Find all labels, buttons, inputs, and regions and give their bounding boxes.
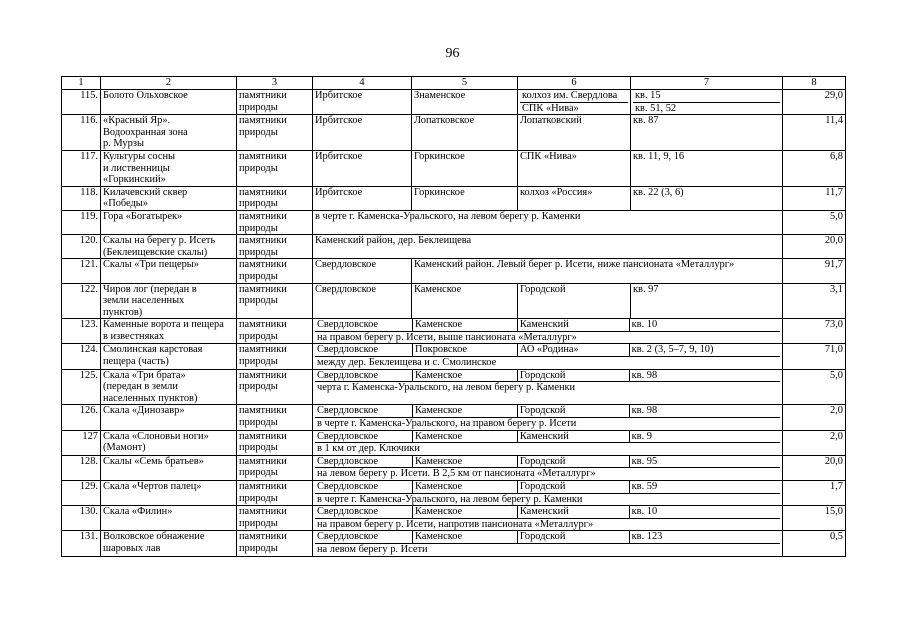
location-grid [315,456,780,468]
monument-type-line: природы [239,330,278,342]
village-cell [413,344,518,356]
monument-type [237,319,313,344]
monument-name-line: и лиственницы [103,162,170,174]
monument-name-line: Скалы «Семь братьев» [103,455,204,467]
monument-name [101,210,237,234]
district-cell-text: Свердловское [317,531,379,543]
monument-name [101,235,237,259]
location-description: Каменский район. Левый берег р. Исети, ниже пансионата «Металлург» [412,259,783,283]
monument-name-line: (передан в земли [103,381,178,393]
table-body [62,90,846,557]
farm-cell: колхоз «Россия» [518,186,631,210]
farm-cell-text: Каменский [519,506,569,518]
district-cell-text: Свердловское [317,319,379,331]
monument-type-line: памятники [239,344,287,356]
monument-type-line: природы [239,492,278,504]
monument-type-line: природы [239,517,278,529]
monument-name-line: р. Мурзы [103,138,144,150]
location-description: Каменский район, дер. Беклеищева [313,235,783,259]
district-cell [315,319,413,331]
location-grid [315,431,780,443]
monument-type-line: памятники [239,186,287,198]
table-row [62,90,846,115]
location-block [313,455,783,480]
quarter-cell-text: кв. 10 [631,506,658,518]
monument-name [101,150,237,186]
area-cell: 20,0 [783,455,846,480]
monument-type-line: памятники [239,430,287,442]
monument-name-line: Скалы на берегу р. Исеть [103,235,216,247]
row-number: 120. [62,235,101,259]
monument-type-line: природы [239,417,278,429]
monument-type-line: природы [239,198,278,210]
table-row [62,455,846,480]
quarter-cell [630,456,780,468]
farm-cell: Лопатковский [518,115,631,151]
monument-type-line: природы [239,270,278,282]
quarter-cell-text: кв. 9 [631,430,652,442]
monument-type-line: природы [239,222,278,234]
area-cell: 2,0 [783,430,846,455]
district-cell-text: Свердловское [317,369,379,381]
village-cell [413,405,518,417]
monument-type [237,150,313,186]
row-number: 119. [62,210,101,234]
monument-type-line: природы [239,542,278,554]
district-cell: Ирбитское [313,115,412,151]
farm-cell-line: колхоз им. Свердлова [522,90,618,101]
location-block [313,506,783,531]
row-number: 128. [62,455,101,480]
village-cell-text: Каменское [414,405,463,417]
row-number: 122. [62,283,101,319]
quarter-cell-text: кв. 98 [631,405,658,417]
district-cell [315,431,413,443]
column-header: 4 [313,77,412,90]
monument-name-line: земли населенных [103,295,185,307]
monument-type [237,115,313,151]
monument-type-line: памятники [239,115,287,127]
location-note: на правом берегу р. Исети, напротив пансионата «Металлург» [315,518,780,531]
village-cell-text: Каменское [414,455,463,467]
monument-type [237,186,313,210]
monument-type-line: памятники [239,405,287,417]
monument-type-line: памятники [239,150,287,162]
area-cell: 71,0 [783,344,846,369]
quarter-cell [630,370,780,382]
monument-type-line: природы [239,101,278,113]
quarter-cell [630,344,780,356]
monument-type-line: природы [239,467,278,479]
column-header: 3 [237,77,313,90]
location-block [313,481,783,506]
row-number: 129. [62,481,101,506]
column-header: 5 [412,77,518,90]
farm-cell-text: Городской [519,455,566,467]
district-cell [315,456,413,468]
monument-name-line: пещера (часть) [103,356,169,368]
village-cell: Каменское [412,283,518,319]
district-cell [315,405,413,417]
monument-type-line: природы [239,442,278,454]
location-grid [315,319,780,331]
quarter-cell [630,481,780,493]
nature-monuments-table [61,76,846,557]
quarter-cell: кв. 87 [631,115,783,151]
farm-cell [518,431,630,443]
district-cell-text: Свердловское [317,344,379,356]
monument-name-line: Скала «Филин» [103,506,173,518]
row-number: 130. [62,506,101,531]
farm-cell [518,481,630,493]
quarter-cell-line: кв. 15 [635,90,661,101]
village-cell-text: Каменское [414,319,463,331]
monument-type-line: природы [239,356,278,368]
farm-cell-text: Городской [519,369,566,381]
quarter-cell: кв. 11, 9, 16 [631,150,783,186]
quarter-cell [630,531,780,543]
monument-name-line: Скала «Слоновьи ноги» [103,430,209,442]
district-cell: Свердловское [313,283,412,319]
monument-name-line: (Мамонт) [103,442,146,454]
village-cell: Лопатковское [412,115,518,151]
district-cell-text: Свердловское [317,430,379,442]
monument-name-line: Культуры сосны [103,150,176,162]
monument-name [101,481,237,506]
monument-name-line: населенных пунктов) [103,392,198,404]
row-number: 124. [62,344,101,369]
table-row [62,405,846,430]
district-cell: Свердловское [313,259,412,283]
farm-cell [518,456,630,468]
table-row [62,210,846,234]
monument-type [237,210,313,234]
monument-name [101,369,237,405]
monument-name-line: (Беклеищевские скалы) [103,246,208,258]
farm-cell-line: СПК «Нива» [520,102,628,115]
row-number: 123. [62,319,101,344]
location-note: на правом берегу р. Исети, выше пансионата «Металлург» [315,331,780,344]
row-number: 116. [62,115,101,151]
village-cell [413,506,518,518]
location-grid [315,506,780,518]
location-block [313,405,783,430]
monument-type-line: природы [239,381,278,393]
farm-cell-text: Каменский [519,319,569,331]
area-cell: 29,0 [783,90,846,115]
farm-cell [518,531,630,543]
area-cell: 5,0 [783,369,846,405]
district-cell-text: Свердловское [317,405,379,417]
monument-name-line: пунктов) [103,306,143,318]
location-grid [315,405,780,417]
page-number: 96 [445,46,460,61]
row-number: 131. [62,531,101,556]
district-cell: Ирбитское [313,90,412,115]
area-cell: 1,7 [783,481,846,506]
district-cell-text: Свердловское [317,481,379,492]
monument-name-line: Смолинская карстовая [103,344,203,356]
quarter-cell [630,405,780,417]
farm-cell [518,319,630,331]
village-cell [413,481,518,493]
monument-type [237,344,313,369]
monument-type-line: природы [239,126,278,138]
village-cell [413,431,518,443]
location-description: в черте г. Каменска-Уральского, на левом берегу р. Каменки [313,210,783,234]
farm-cell-text: АО «Родина» [519,344,579,356]
area-cell: 5,0 [783,210,846,234]
area-cell: 3,1 [783,283,846,319]
monument-type-line: природы [239,295,278,307]
column-header: 6 [518,77,631,90]
table-row [62,115,846,151]
quarter-cell: кв. 22 (3, 6) [631,186,783,210]
monument-type [237,506,313,531]
row-number: 117. [62,150,101,186]
location-note: на левом берегу р. Исети. В 2,5 км от пансионата «Металлург» [315,467,780,480]
monument-type-line: памятники [239,90,287,101]
monument-type-line: памятники [239,369,287,381]
monument-type-line: природы [239,246,278,258]
quarter-cell [630,506,780,518]
quarter-cell [631,90,783,115]
location-note: черта г. Каменска-Уральского, на левом берегу р. Каменки [315,381,780,394]
farm-cell: Городской [518,283,631,319]
monument-name [101,90,237,115]
table-row [62,481,846,506]
area-cell: 0,5 [783,531,846,556]
monument-name [101,259,237,283]
monument-type [237,283,313,319]
district-cell [315,370,413,382]
monument-name-line: Чиров лог (передан в [103,283,197,295]
column-header: 1 [62,77,101,90]
area-cell: 2,0 [783,405,846,430]
district-cell: Ирбитское [313,150,412,186]
village-cell: Горкинское [412,186,518,210]
monument-name-line: шаровых лав [103,542,161,554]
table-row [62,506,846,531]
monument-name [101,319,237,344]
farm-cell [518,405,630,417]
monument-type [237,455,313,480]
monument-name-line: Болото Ольховское [103,90,188,101]
table-row [62,430,846,455]
location-grid [315,370,780,382]
village-cell [413,370,518,382]
monument-name-line: Водоохранная зона [103,126,188,138]
monument-name-line: Каменные ворота и пещера [103,319,224,331]
monument-name [101,430,237,455]
location-note: на левом берегу р. Исети [315,543,780,556]
area-cell: 15,0 [783,506,846,531]
table-row [62,150,846,186]
location-block [313,319,783,344]
location-block [313,531,783,556]
table-row [62,259,846,283]
village-cell: Знаменское [412,90,518,115]
district-cell [315,344,413,356]
monument-name-line: Килачевский сквер [103,186,188,198]
monument-type-line: памятники [239,481,287,492]
monument-type-line: памятники [239,455,287,467]
monument-name-line: Скала «Три брата» [103,369,186,381]
farm-cell [518,90,631,115]
area-cell: 6,8 [783,150,846,186]
district-cell-text: Свердловское [317,455,379,467]
farm-cell: СПК «Нива» [518,150,631,186]
area-cell: 20,0 [783,235,846,259]
village-cell [413,319,518,331]
quarter-cell-text: кв. 10 [631,319,658,331]
row-number: 118. [62,186,101,210]
monument-name-line: Скала «Чертов палец» [103,481,202,492]
quarter-cell [630,319,780,331]
village-cell-text: Покровское [414,344,468,356]
quarter-cell-text: кв. 95 [631,455,658,467]
monument-type-line: памятники [239,235,287,247]
monument-name-line: «Горкинский» [103,174,166,186]
monument-type [237,405,313,430]
district-cell: Ирбитское [313,186,412,210]
village-cell [413,531,518,543]
location-note: в 1 км от дер. Ключики [315,442,780,455]
location-grid [315,344,780,356]
location-grid [315,481,780,493]
quarter-cell: кв. 97 [631,283,783,319]
area-cell: 91,7 [783,259,846,283]
monument-type [237,531,313,556]
monument-name [101,506,237,531]
monument-type [237,369,313,405]
monument-type-line: памятники [239,531,287,543]
row-number: 115. [62,90,101,115]
village-cell-text: Каменское [414,506,463,518]
table-row [62,283,846,319]
farm-cell [518,370,630,382]
monument-name [101,405,237,430]
monument-type-line: памятники [239,259,287,271]
monument-name-line: «Красный Яр». [103,115,171,127]
monument-type [237,430,313,455]
monument-name-line: Скалы «Три пещеры» [103,259,199,271]
area-cell: 11,4 [783,115,846,151]
location-note: в черте г. Каменска-Уральского, на левом берегу р. Каменки [315,493,780,506]
location-note: в черте г. Каменска-Уральского, на правом берегу р. Исети [315,417,780,430]
location-block [313,344,783,369]
quarter-cell [630,431,780,443]
monument-name-line: «Победы» [103,198,148,210]
quarter-cell-text: кв. 123 [631,531,663,543]
monument-name [101,186,237,210]
monument-name-line: в известняках [103,330,165,342]
area-cell: 73,0 [783,319,846,344]
monument-name-line: Волковское обнажение [103,531,205,543]
location-grid [315,531,780,543]
table-row [62,344,846,369]
farm-cell-text: Городской [519,531,566,543]
monument-type [237,259,313,283]
monument-name-line: Гора «Богатырек» [103,210,183,222]
monument-type [237,481,313,506]
farm-cell-text: Городской [519,481,566,492]
farm-cell [518,506,630,518]
location-block [313,369,783,405]
quarter-cell-text: кв. 59 [631,481,658,492]
monument-name [101,283,237,319]
farm-cell-text: Каменский [519,430,569,442]
village-cell-text: Каменское [414,369,463,381]
monument-name-line: Скала «Динозавр» [103,405,185,417]
monument-type-line: памятники [239,210,287,222]
table-row [62,186,846,210]
monument-type-line: памятники [239,283,287,295]
farm-cell-text: Городской [519,405,566,417]
monument-name [101,531,237,556]
header-row [62,77,846,90]
column-header: 7 [631,77,783,90]
table-row [62,319,846,344]
row-number: 127 [62,430,101,455]
monument-type [237,235,313,259]
monument-name [101,344,237,369]
table-row [62,235,846,259]
quarter-cell-text: кв. 98 [631,369,658,381]
village-cell-text: Каменское [414,430,463,442]
farm-cell [518,344,630,356]
column-header: 8 [783,77,846,90]
district-cell-text: Свердловское [317,506,379,518]
district-cell [315,531,413,543]
monument-name [101,115,237,151]
village-cell: Горкинское [412,150,518,186]
village-cell-text: Каменское [414,481,463,492]
row-number: 126. [62,405,101,430]
district-cell [315,506,413,518]
row-number: 125. [62,369,101,405]
village-cell-text: Каменское [414,531,463,543]
monument-type-line: памятники [239,506,287,518]
location-note: между дер. Беклеищева и с. Смолинское [315,356,780,369]
location-block [313,430,783,455]
monument-type [237,90,313,115]
quarter-cell-line: кв. 51, 52 [633,102,780,115]
quarter-cell-text: кв. 2 (3, 5–7, 9, 10) [631,344,714,356]
column-header: 2 [101,77,237,90]
district-cell [315,481,413,493]
area-cell: 11,7 [783,186,846,210]
row-number: 121. [62,259,101,283]
table-row [62,369,846,405]
table-row [62,531,846,556]
monument-type-line: памятники [239,319,287,331]
monument-type-line: природы [239,162,278,174]
village-cell [413,456,518,468]
monument-name [101,455,237,480]
